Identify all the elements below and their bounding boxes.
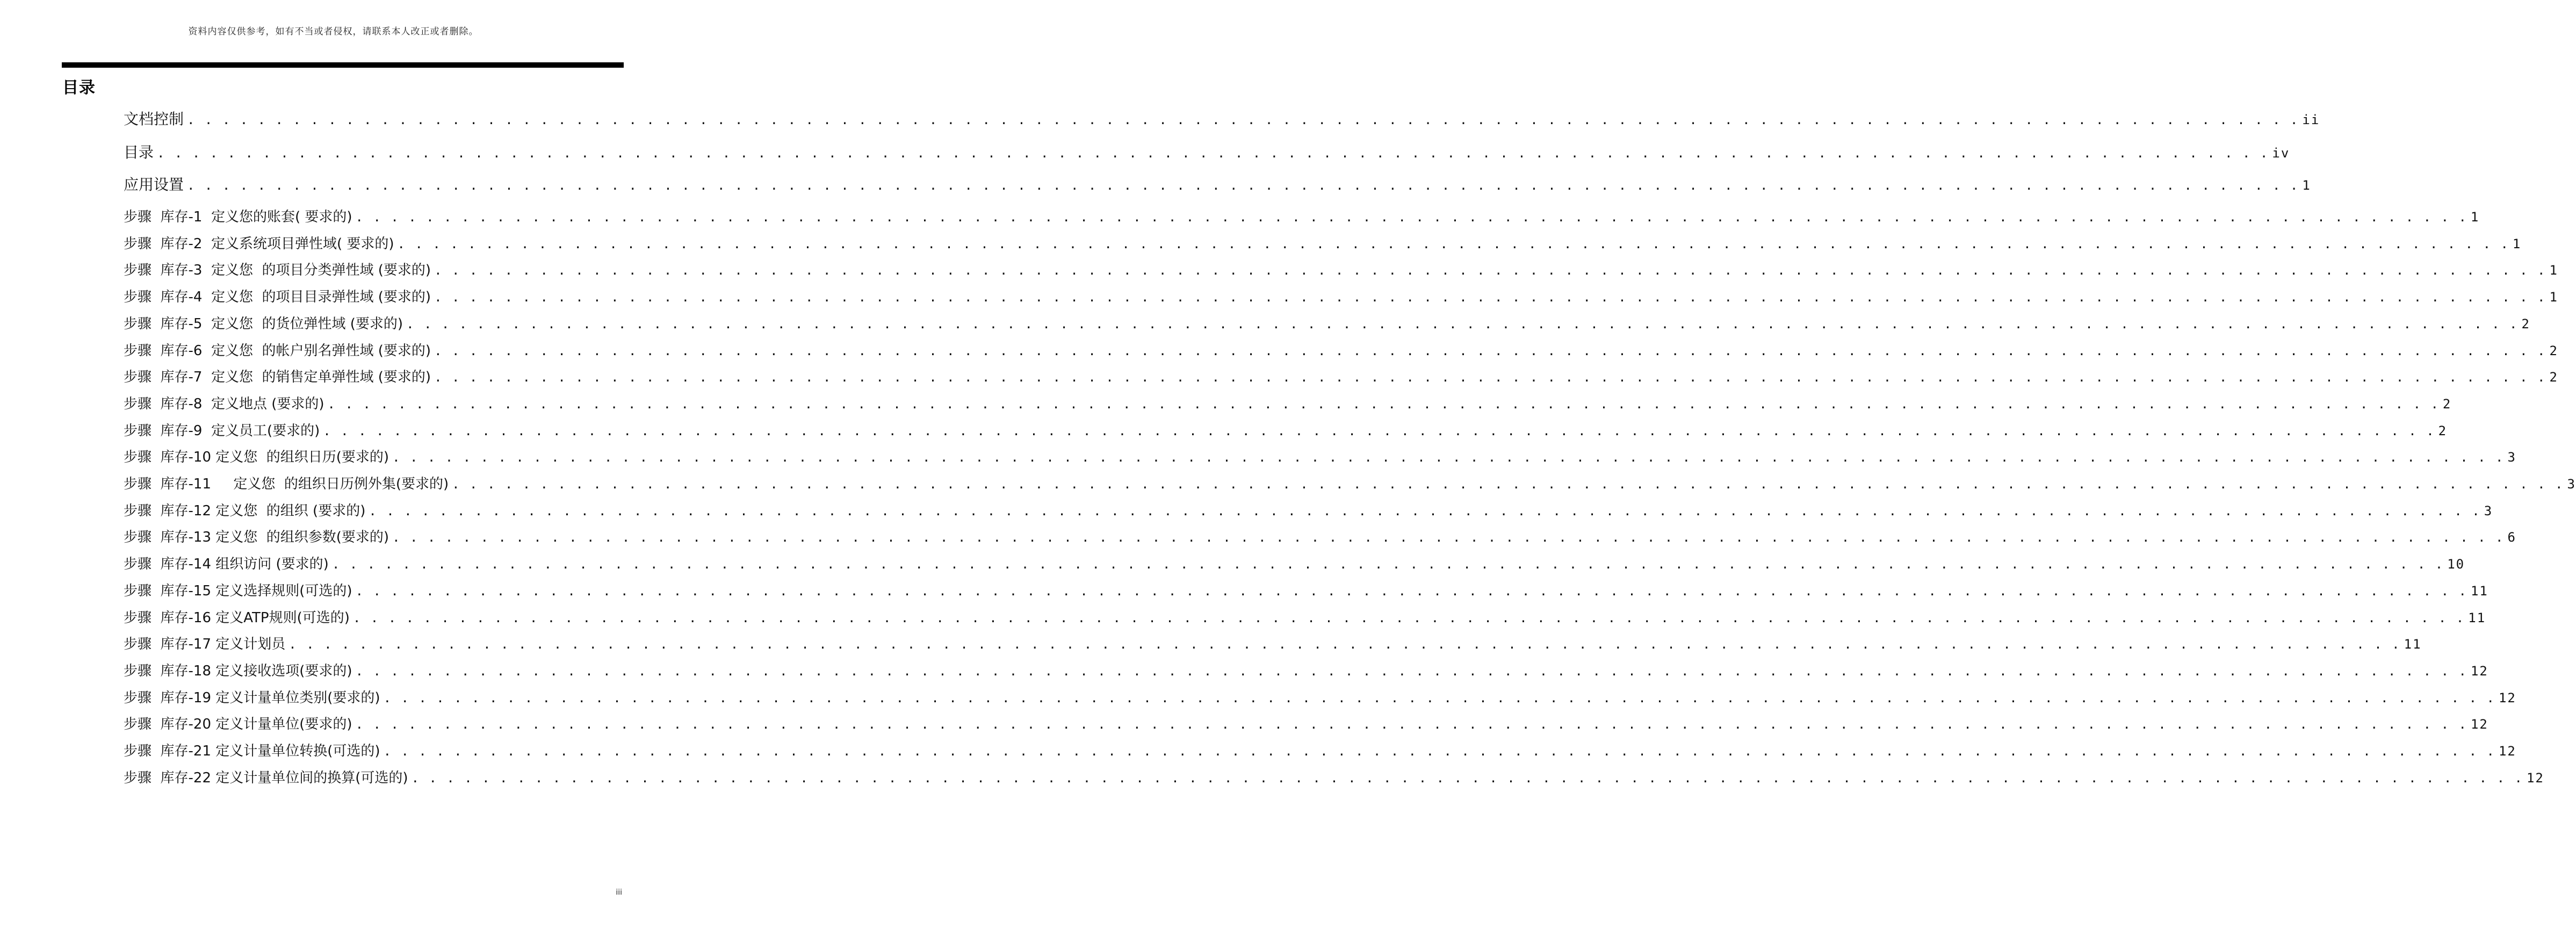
toc-entry-page: 2 bbox=[2549, 343, 2558, 358]
toc-entry-page: 3 bbox=[2567, 477, 2576, 492]
toc-heading: 目录 bbox=[62, 78, 96, 97]
toc-entry-page: 3 bbox=[2484, 503, 2493, 519]
toc-entry-page: 11 bbox=[2468, 610, 2486, 625]
toc-dot-leader: . . . . . . . . . . . . . . . . . . . . . . . . . . . . . . . . . . . . . . . . . . . . . . . . . . . . . . . . . . . . . . . . . . . . . . . . . . . . . . . . . . . . . . . . . . . . . . . . . . . . . . . . . . . . . . . . . . . . . . . . bbox=[187, 112, 2299, 127]
toc-dot-leader: . . . . . . . . . . . . . . . . . . . . . . . . . . . . . . . . . . . . . . . . . . . . . . . . . . . . . . . . . . . . . . . . . . . . . . . . . . . . . . . . . . . . . . . . . . . . . . . . . . . . . . . . . . . . . . . . . . . . . . . . bbox=[352, 610, 2465, 625]
toc-entry-title: 步骤 库存-13 定义您 的组织参数(要求的) bbox=[124, 529, 389, 545]
toc-entry[interactable] bbox=[124, 206, 2480, 226]
toc-dot-leader: . . . . . . . . . . . . . . . . . . . . . . . . . . . . . . . . . . . . . . . . . . . . . . . . . . . . . . . . . . . . . . . . . . . . . . . . . . . . . . . . . . . . . . . . . . . . . . . . . . . . . . . . . . . . . . . . . . . . . . . . bbox=[411, 771, 2523, 786]
toc-dot-leader: . . . . . . . . . . . . . . . . . . . . . . . . . . . . . . . . . . . . . . . . . . . . . . . . . . . . . . . . . . . . . . . . . . . . . . . . . . . . . . . . . . . . . . . . . . . . . . . . . . . . . . . . . . . . . . . . . . . . . . . . bbox=[383, 744, 2495, 759]
toc-entry[interactable] bbox=[124, 607, 2486, 627]
toc-entry-page: 12 bbox=[2526, 771, 2544, 786]
toc-entry[interactable] bbox=[124, 286, 2558, 306]
toc-entry-page: 12 bbox=[2498, 690, 2516, 706]
toc-entry-page: 2 bbox=[2442, 397, 2452, 412]
toc-dot-leader: . . . . . . . . . . . . . . . . . . . . . . . . . . . . . . . . . . . . . . . . . . . . . . . . . . . . . . . . . . . . . . . . . . . . . . . . . . . . . . . . . . . . . . . . . . . . . . . . . . . . . . . . . . . . . . . . . . . . . . . . bbox=[434, 343, 2546, 358]
toc-entry-page: 2 bbox=[2549, 370, 2558, 385]
toc-entry-page: 3 bbox=[2507, 450, 2516, 465]
toc-entry-page: iv bbox=[2272, 146, 2290, 161]
footer-page-number: iii bbox=[616, 888, 622, 897]
toc-dot-leader: . . . . . . . . . . . . . . . . . . . . . . . . . . . . . . . . . . . . . . . . . . . . . . . . . . . . . . . . . . . . . . . . . . . . . . . . . . . . . . . . . . . . . . . . . . . . . . . . . . . . . . . . . . . . . . . . . . . . . . . . bbox=[434, 263, 2546, 278]
toc-entry[interactable] bbox=[124, 500, 2493, 520]
toc-entry-title: 步骤 库存-1 定义您的账套( 要求的) bbox=[124, 209, 352, 225]
toc-entry[interactable] bbox=[124, 366, 2558, 386]
toc-entry-page: 12 bbox=[2470, 717, 2488, 732]
toc-dot-leader: . . . . . . . . . . . . . . . . . . . . . . . . . . . . . . . . . . . . . . . . . . . . . . . . . . . . . . . . . . . . . . . . . . . . . . . . . . . . . . . . . . . . . . . . . . . . . . . . . . . . . . . . . . . . . . . . . . . . . . . . bbox=[327, 397, 2440, 412]
toc-entry[interactable] bbox=[124, 767, 2544, 787]
toc-entry-title: 应用设置 bbox=[124, 176, 184, 193]
toc-dot-leader: . . . . . . . . . . . . . . . . . . . . . . . . . . . . . . . . . . . . . . . . . . . . . . . . . . . . . . . . . . . . . . . . . . . . . . . . . . . . . . . . . . . . . . . . . . . . . . . . . . . . . . . . . . . . . . . . . . . . . . . . bbox=[369, 503, 2481, 519]
toc-dot-leader: . . . . . . . . . . . . . . . . . . . . . . . . . . . . . . . . . . . . . . . . . . . . . . . . . . . . . . . . . . . . . . . . . . . . . . . . . . . . . . . . . . . . . . . . . . . . . . . . . . . . . . . . . . . . . . . . . . . . . . . . bbox=[187, 178, 2299, 193]
toc-entry[interactable] bbox=[124, 580, 2488, 600]
toc-dot-leader: . . . . . . . . . . . . . . . . . . . . . . . . . . . . . . . . . . . . . . . . . . . . . . . . . . . . . . . . . . . . . . . . . . . . . . . . . . . . . . . . . . . . . . . . . . . . . . . . . . . . . . . . . . . . . . . . . . . . . . . . bbox=[331, 557, 2444, 572]
toc-dot-leader: . . . . . . . . . . . . . . . . . . . . . . . . . . . . . . . . . . . . . . . . . . . . . . . . . . . . . . . . . . . . . . . . . . . . . . . . . . . . . . . . . . . . . . . . . . . . . . . . . . . . . . . . . . . . . . . . . . . . . . . . bbox=[355, 210, 2467, 225]
toc-entry-page: 1 bbox=[2549, 290, 2558, 305]
toc-dot-leader: . . . . . . . . . . . . . . . . . . . . . . . . . . . . . . . . . . . . . . . . . . . . . . . . . . . . . . . . . . . . . . . . . . . . . . . . . . . . . . . . . . . . . . . . . . . . . . . . . . . . . . . . . . . . . . . . . . . . . . . . bbox=[383, 690, 2495, 706]
toc-entry[interactable] bbox=[124, 687, 2516, 707]
toc-entry-page: 1 bbox=[2549, 263, 2558, 278]
toc-entry-title: 文档控制 bbox=[124, 110, 184, 128]
toc-entry[interactable] bbox=[124, 553, 2465, 573]
toc-entry-title: 步骤 库存-2 定义系统项目弹性域( 要求的) bbox=[124, 236, 394, 252]
header-disclaimer: 资料内容仅供参考，如有不当或者侵权，请联系本人改正或者删除。 bbox=[188, 26, 479, 37]
toc-dot-leader: . . . . . . . . . . . . . . . . . . . . . . . . . . . . . . . . . . . . . . . . . . . . . . . . . . . . . . . . . . . . . . . . . . . . . . . . . . . . . . . . . . . . . . . . . . . . . . . . . . . . . . . . . . . . . . . . . . . . . . . . bbox=[452, 477, 2564, 492]
toc-entry-title: 步骤 库存-5 定义您 的货位弹性域 (要求的) bbox=[124, 316, 403, 332]
toc-entry-page: 12 bbox=[2498, 744, 2516, 759]
toc-dot-leader: . . . . . . . . . . . . . . . . . . . . . . . . . . . . . . . . . . . . . . . . . . . . . . . . . . . . . . . . . . . . . . . . . . . . . . . . . . . . . . . . . . . . . . . . . . . . . . . . . . . . . . . . . . . . . . . . . . . . . . . . bbox=[392, 530, 2505, 545]
toc-entry-page: 11 bbox=[2470, 584, 2488, 599]
toc-entry[interactable] bbox=[124, 473, 2576, 493]
toc-entry-page: 12 bbox=[2470, 664, 2488, 679]
toc-entry-title: 步骤 库存-10 定义您 的组织日历(要求的) bbox=[124, 449, 389, 465]
toc-entry-page: 6 bbox=[2507, 530, 2516, 545]
toc-entry[interactable] bbox=[124, 446, 2516, 466]
toc-entry-page: 2 bbox=[2521, 316, 2530, 332]
toc-entry[interactable] bbox=[124, 173, 2311, 195]
toc-dot-leader: . . . . . . . . . . . . . . . . . . . . . . . . . . . . . . . . . . . . . . . . . . . . . . . . . . . . . . . . . . . . . . . . . . . . . . . . . . . . . . . . . . . . . . . . . . . . . . . . . . . . . . . . . . . . . . . . . . . . . . . . bbox=[288, 637, 2401, 652]
toc-entry[interactable] bbox=[124, 713, 2488, 733]
toc-dot-leader: . . . . . . . . . . . . . . . . . . . . . . . . . . . . . . . . . . . . . . . . . . . . . . . . . . . . . . . . . . . . . . . . . . . . . . . . . . . . . . . . . . . . . . . . . . . . . . . . . . . . . . . . . . . . . . . . . . . . . . . . bbox=[397, 236, 2509, 251]
toc-entry-page: ii bbox=[2302, 112, 2320, 127]
toc-dot-leader: . . . . . . . . . . . . . . . . . . . . . . . . . . . . . . . . . . . . . . . . . . . . . . . . . . . . . . . . . . . . . . . . . . . . . . . . . . . . . . . . . . . . . . . . . . . . . . . . . . . . . . . . . . . . . . . . . . . . . . . . bbox=[323, 423, 2435, 438]
toc-dot-leader: . . . . . . . . . . . . . . . . . . . . . . . . . . . . . . . . . . . . . . . . . . . . . . . . . . . . . . . . . . . . . . . . . . . . . . . . . . . . . . . . . . . . . . . . . . . . . . . . . . . . . . . . . . . . . . . . . . . . . . . . bbox=[355, 664, 2467, 679]
toc-entry-page: 2 bbox=[2438, 423, 2448, 438]
toc-entry-title: 步骤 库存-12 定义您 的组织 (要求的) bbox=[124, 503, 366, 519]
toc-entry-title: 步骤 库存-20 定义计量单位(要求的) bbox=[124, 716, 352, 732]
toc-entry-page: 1 bbox=[2512, 236, 2522, 251]
toc-entry[interactable] bbox=[124, 393, 2452, 413]
toc-entry[interactable] bbox=[124, 660, 2488, 680]
toc-dot-leader: . . . . . . . . . . . . . . . . . . . . . . . . . . . . . . . . . . . . . . . . . . . . . . . . . . . . . . . . . . . . . . . . . . . . . . . . . . . . . . . . . . . . . . . . . . . . . . . . . . . . . . . . . . . . . . . . . . . . . . . . bbox=[157, 146, 2269, 161]
toc-entry-page: 1 bbox=[2302, 178, 2311, 193]
toc-entry-title: 步骤 库存-9 定义员工(要求的) bbox=[124, 423, 320, 439]
toc-entry-title: 步骤 库存-7 定义您 的销售定单弹性域 (要求的) bbox=[124, 369, 431, 385]
toc-entry[interactable] bbox=[124, 633, 2422, 653]
toc-entry-title: 步骤 库存-11 定义您 的组织日历例外集(要求的) bbox=[124, 476, 449, 492]
toc-dot-leader: . . . . . . . . . . . . . . . . . . . . . . . . . . . . . . . . . . . . . . . . . . . . . . . . . . . . . . . . . . . . . . . . . . . . . . . . . . . . . . . . . . . . . . . . . . . . . . . . . . . . . . . . . . . . . . . . . . . . . . . . bbox=[434, 290, 2546, 305]
toc-entry[interactable] bbox=[124, 526, 2516, 546]
toc-entry-title: 步骤 库存-19 定义计量单位类别(要求的) bbox=[124, 690, 380, 706]
toc-entry-title: 步骤 库存-22 定义计量单位间的换算(可选的) bbox=[124, 770, 408, 786]
toc-entry[interactable] bbox=[124, 259, 2558, 279]
toc-entry[interactable] bbox=[124, 740, 2516, 760]
toc-entry-page: 11 bbox=[2404, 637, 2422, 652]
top-rule bbox=[62, 62, 624, 68]
toc-dot-leader: . . . . . . . . . . . . . . . . . . . . . . . . . . . . . . . . . . . . . . . . . . . . . . . . . . . . . . . . . . . . . . . . . . . . . . . . . . . . . . . . . . . . . . . . . . . . . . . . . . . . . . . . . . . . . . . . . . . . . . . . bbox=[355, 717, 2467, 732]
toc-entry-title: 步骤 库存-6 定义您 的帐户别名弹性域 (要求的) bbox=[124, 343, 431, 359]
toc-dot-leader: . . . . . . . . . . . . . . . . . . . . . . . . . . . . . . . . . . . . . . . . . . . . . . . . . . . . . . . . . . . . . . . . . . . . . . . . . . . . . . . . . . . . . . . . . . . . . . . . . . . . . . . . . . . . . . . . . . . . . . . . bbox=[392, 450, 2505, 465]
toc-entry-title: 步骤 库存-21 定义计量单位转换(可选的) bbox=[124, 743, 380, 759]
toc-entry-title: 步骤 库存-4 定义您 的项目目录弹性域 (要求的) bbox=[124, 289, 431, 305]
toc-dot-leader: . . . . . . . . . . . . . . . . . . . . . . . . . . . . . . . . . . . . . . . . . . . . . . . . . . . . . . . . . . . . . . . . . . . . . . . . . . . . . . . . . . . . . . . . . . . . . . . . . . . . . . . . . . . . . . . . . . . . . . . . bbox=[406, 316, 2519, 332]
toc-entry[interactable] bbox=[124, 141, 2290, 162]
toc-dot-leader: . . . . . . . . . . . . . . . . . . . . . . . . . . . . . . . . . . . . . . . . . . . . . . . . . . . . . . . . . . . . . . . . . . . . . . . . . . . . . . . . . . . . . . . . . . . . . . . . . . . . . . . . . . . . . . . . . . . . . . . . bbox=[355, 584, 2467, 599]
toc-entry-title: 步骤 库存-17 定义计划员 bbox=[124, 636, 286, 652]
toc-entry-page: 1 bbox=[2470, 210, 2480, 225]
toc-entry[interactable] bbox=[124, 420, 2448, 440]
toc-entry-title: 步骤 库存-8 定义地点 (要求的) bbox=[124, 396, 324, 412]
toc-entry-page: 10 bbox=[2447, 557, 2465, 572]
toc-entry[interactable] bbox=[124, 340, 2558, 359]
toc-entry-title: 步骤 库存-16 定义ATP规则(可选的) bbox=[124, 610, 350, 626]
toc-entry-title: 目录 bbox=[124, 143, 154, 161]
toc-entry-title: 步骤 库存-15 定义选择规则(可选的) bbox=[124, 583, 352, 599]
toc-entry[interactable] bbox=[124, 233, 2522, 253]
toc-entry-title: 步骤 库存-3 定义您 的项目分类弹性域 (要求的) bbox=[124, 262, 431, 278]
toc-entry-title: 步骤 库存-14 组织访问 (要求的) bbox=[124, 556, 329, 572]
toc-entry-title: 步骤 库存-18 定义接收选项(要求的) bbox=[124, 663, 352, 679]
toc-entry[interactable] bbox=[124, 107, 2320, 129]
toc-entry[interactable] bbox=[124, 313, 2530, 333]
toc-dot-leader: . . . . . . . . . . . . . . . . . . . . . . . . . . . . . . . . . . . . . . . . . . . . . . . . . . . . . . . . . . . . . . . . . . . . . . . . . . . . . . . . . . . . . . . . . . . . . . . . . . . . . . . . . . . . . . . . . . . . . . . . bbox=[434, 370, 2546, 385]
